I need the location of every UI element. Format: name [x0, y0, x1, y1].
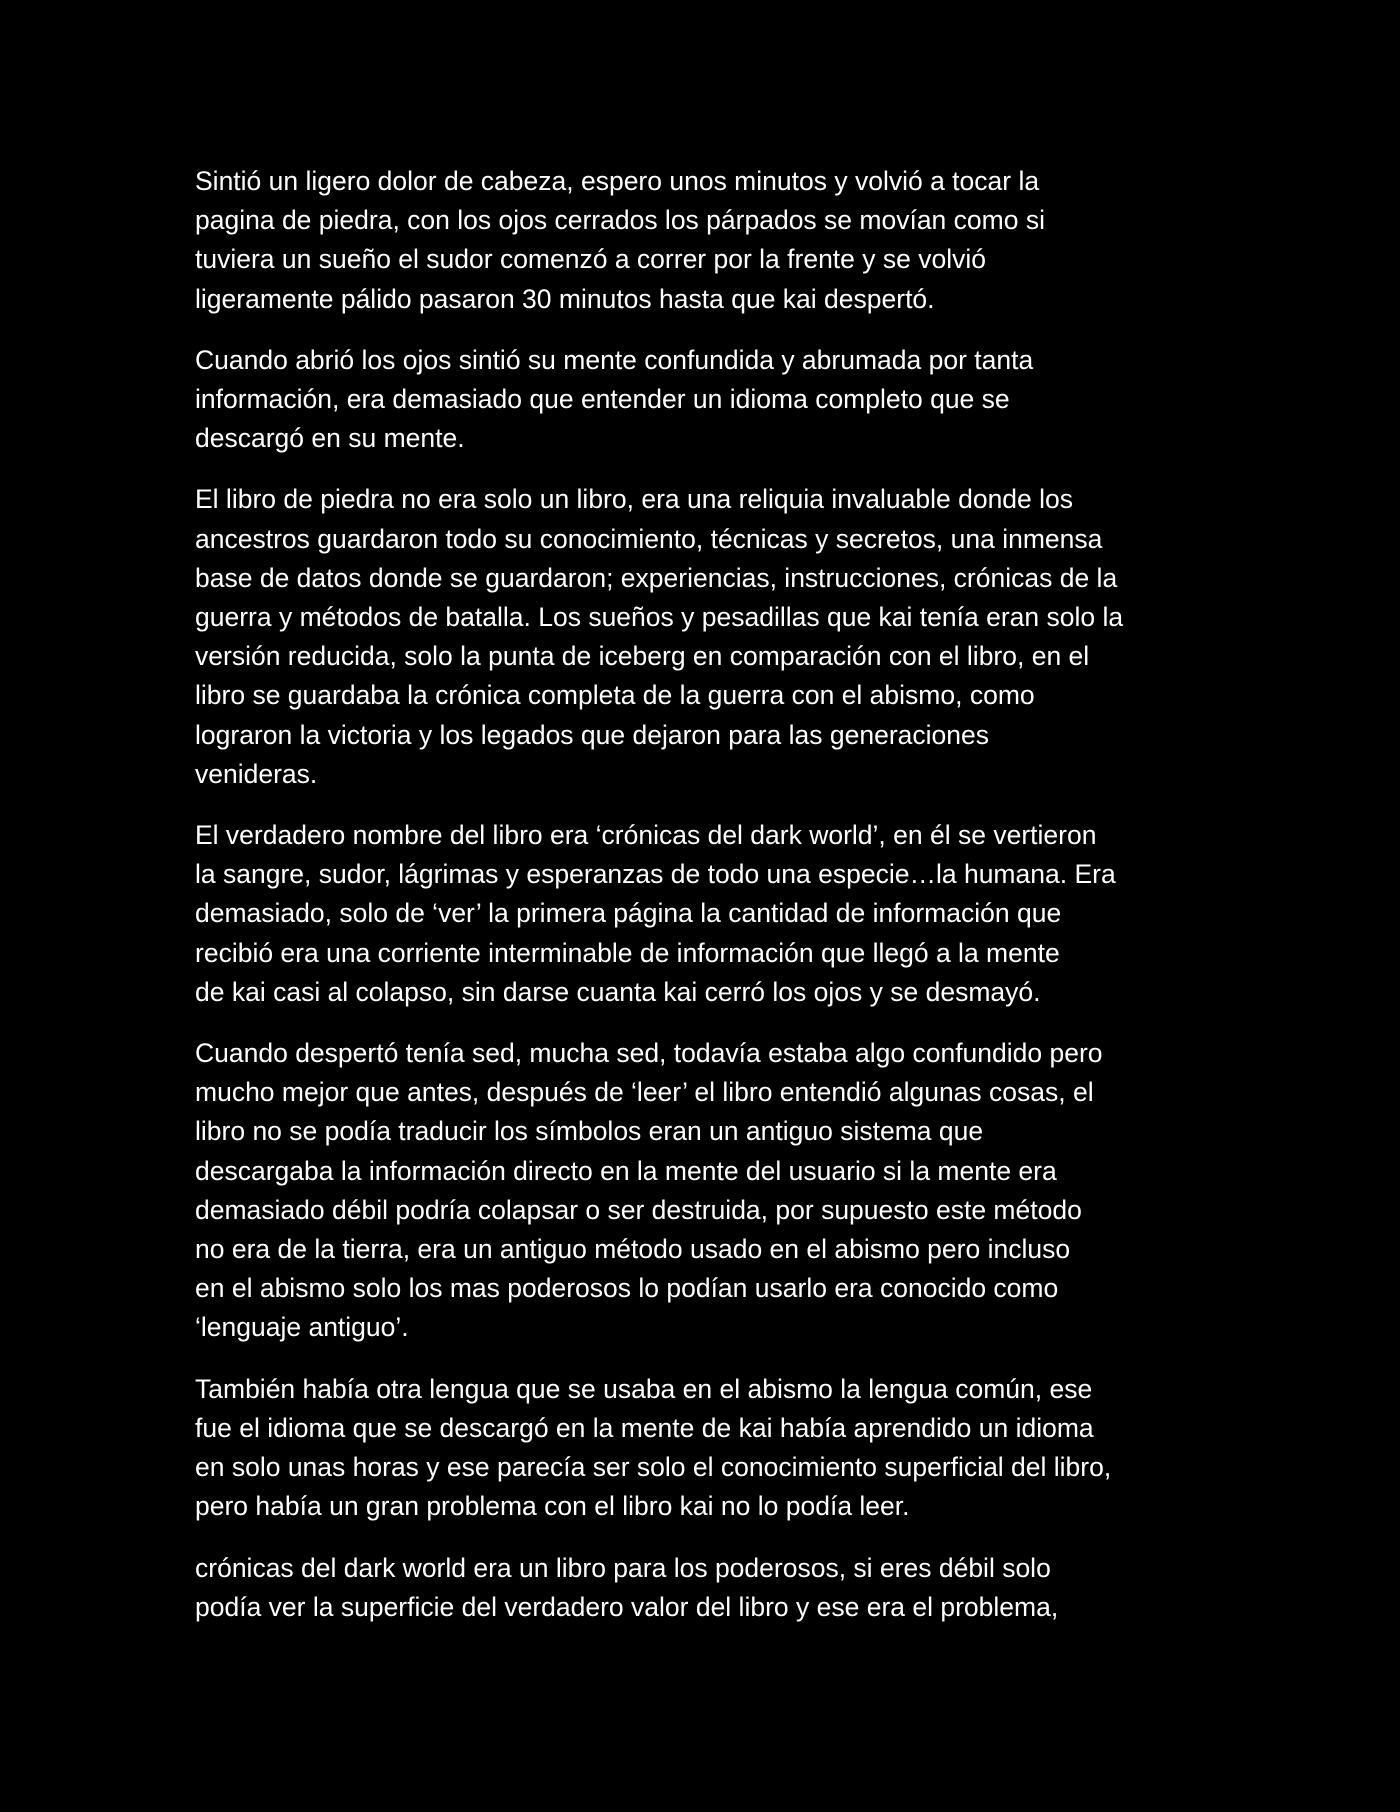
- document-body: [195, 162, 1215, 1627]
- paragraph-3: El libro de piedra no era solo un libro, era una reliquia invaluable donde los ancestros guardaron todo su conocimiento, técnicas y secretos, una inmensa base de datos donde se guardaron; experiencias, instrucciones, crónicas de la guerra y métodos de batalla. Los sueños y pesadillas que kai tenía eran solo la versión reducida, solo la punta de iceberg en comparación con el libro, en el libro se guardaba la crónica completa de la guerra con el abismo, como lograron la victoria y los legados que dejaron para las generaciones venideras.: [195, 484, 1124, 789]
- paragraph-6: También había otra lengua que se usaba en el abismo la lengua común, ese fue el idioma que se descargó en la mente de kai había aprendido un idioma en solo unas horas y ese parecía ser solo el conocimiento superficial del libro, pero había un gran problema con el libro kai no lo podía leer.: [195, 1373, 1112, 1522]
- paragraph-5: Cuando despertó tenía sed, mucha sed, todavía estaba algo confundido pero mucho mejor que antes, después de ‘leer’ el libro entendió algunas cosas, el libro no se podía traducir los símbolos eran un antiguo sistema que descargaba la información directo en la mente del usuario si la mente era demasiado débil podría colapsar o ser destruida, por supuesto este método no era de la tierra, era un antiguo método usado en el abismo pero incluso en el abismo solo los mas poderosos lo podían usarlo era conocido como ‘lenguaje antiguo’.: [195, 1038, 1103, 1343]
- paragraph-2: Cuando abrió los ojos sintió su mente confundida y abrumada por tanta información, era demasiado que entender un idioma completo que se descargó en su mente.: [195, 344, 1034, 454]
- paragraph-4: El verdadero nombre del libro era ‘crónicas del dark world’, en él se vertieron la sangre, sudor, lágrimas y esperanzas de todo una especie…la humana. Era demasiado, solo de ‘ver’ la primera página la cantidad de información que recibió era una corriente interminable de información que llegó a la mente de kai casi al colapso, sin darse cuanta kai cerró los ojos y se desmayó.: [195, 820, 1116, 1007]
- paragraph-7: crónicas del dark world era un libro para los poderosos, si eres débil solo podía ver la superficie del verdadero valor del libro y ese era el problema,: [195, 1552, 1059, 1622]
- paragraph-1: Sintió un ligero dolor de cabeza, espero unos minutos y volvió a tocar la pagina de piedra, con los ojos cerrados los párpados se movían como si tuviera un sueño el sudor comenzó a correr por la frente y se volvió ligeramente pálido pasaron 30 minutos hasta que kai despertó.: [195, 166, 1045, 314]
